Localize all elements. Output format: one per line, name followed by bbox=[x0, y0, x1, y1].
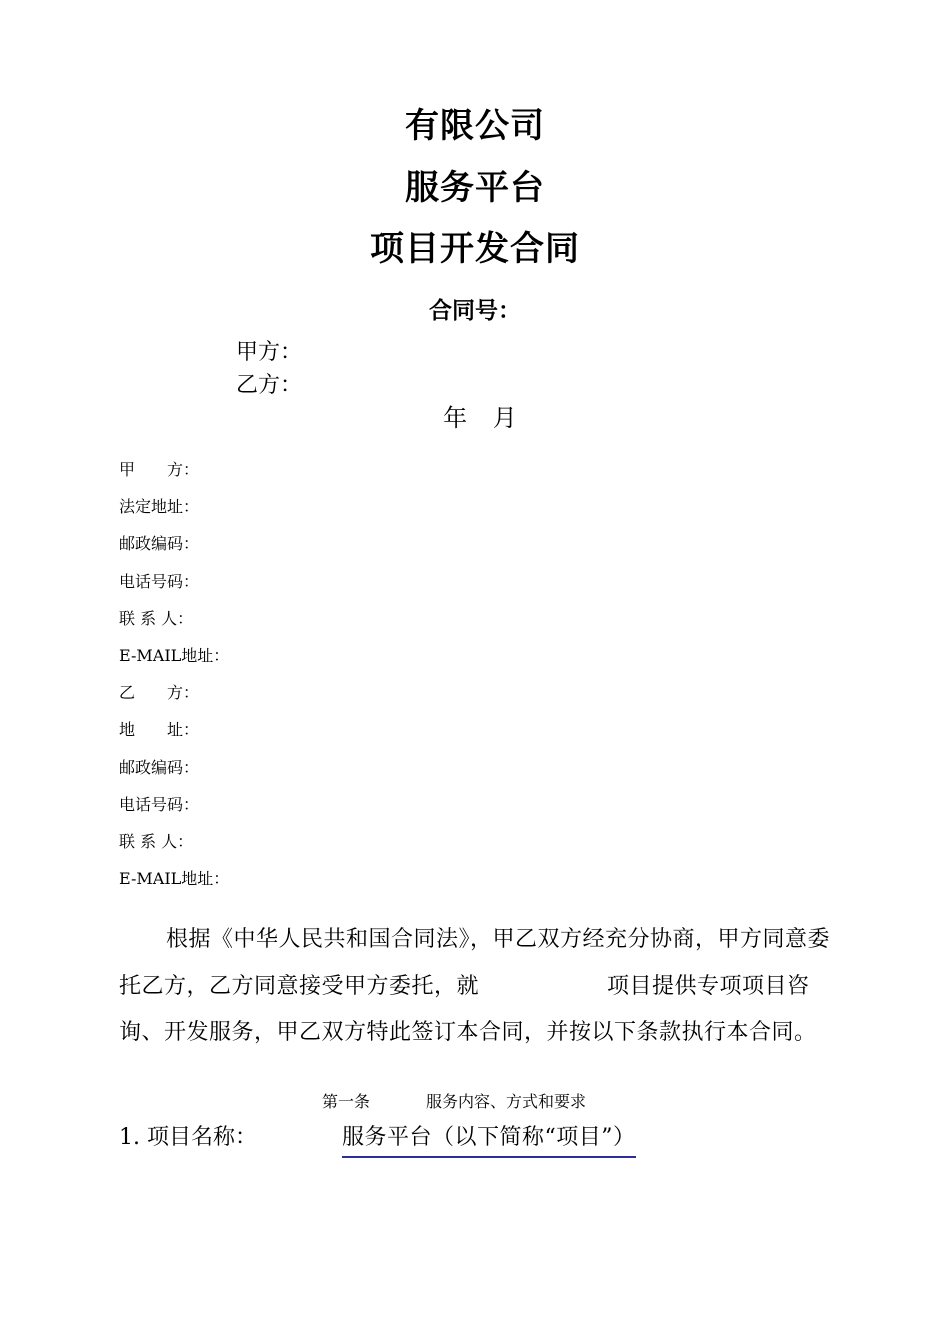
title-company: 有限公司 bbox=[405, 106, 545, 146]
party-info-list bbox=[119, 457, 229, 903]
info-phone-b: 电话号码： bbox=[119, 794, 200, 814]
info-postal-code-a: 邮政编码： bbox=[119, 534, 200, 554]
item-value-underlined: 服务平台（以下简称“项目”） bbox=[342, 1121, 636, 1158]
info-contact-a: 联 系 人： bbox=[119, 608, 194, 628]
item-label: 1. 项目名称： bbox=[119, 1125, 257, 1150]
title-platform: 服务平台 bbox=[405, 168, 545, 208]
preamble-paragraph bbox=[119, 917, 831, 1057]
info-email-a: E-MAIL地址： bbox=[119, 645, 230, 665]
contract-number-label: 合同号： bbox=[429, 298, 521, 324]
cover-date: 年 月 bbox=[443, 404, 517, 432]
cover-party-a: 甲方： bbox=[236, 340, 303, 365]
info-party-a: 甲 方： bbox=[119, 460, 200, 479]
preamble-part1: 根据《中华人民共和国合同法》，甲乙双方经充分协商，甲方同意委托乙方，乙方同意接受甲方委托，就 bbox=[119, 927, 831, 999]
article-number: 第一条 bbox=[322, 1092, 371, 1111]
info-party-b: 乙 方： bbox=[119, 683, 200, 703]
info-email-b: E-MAIL地址： bbox=[119, 869, 230, 889]
info-legal-address: 法定地址： bbox=[119, 497, 200, 517]
info-postal-code-b: 邮政编码： bbox=[119, 757, 200, 777]
info-phone-a: 电话号码： bbox=[119, 571, 200, 591]
cover-party-b: 乙方： bbox=[236, 373, 303, 398]
item-project-name bbox=[119, 1121, 636, 1155]
info-contact-b: 联 系 人： bbox=[119, 831, 194, 851]
article-1-heading bbox=[322, 1088, 586, 1116]
preamble-part2: 项目提供专项项目咨询、开发服务，甲乙双方特此签订本合同，并按以下条款执行本合同。 bbox=[119, 973, 817, 1045]
article-title: 服务内容、方式和要求 bbox=[426, 1092, 587, 1111]
info-address-b: 地 址： bbox=[119, 720, 200, 740]
title-contract: 项目开发合同 bbox=[370, 229, 580, 269]
